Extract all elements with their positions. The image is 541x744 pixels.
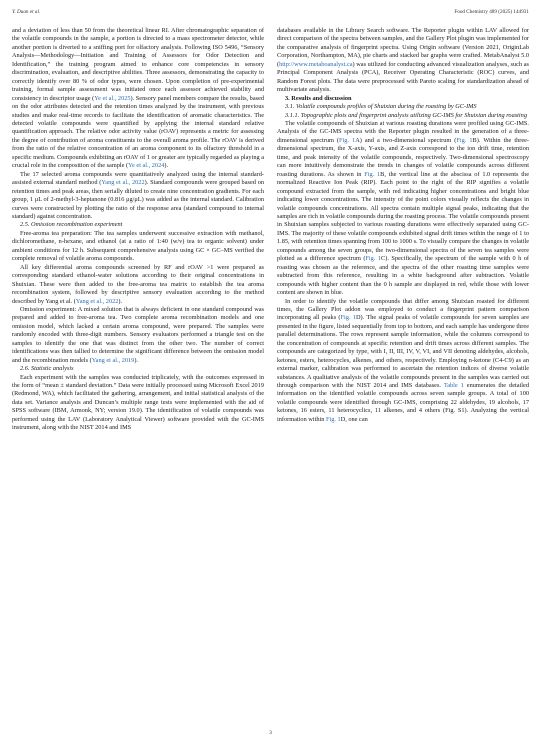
left-column: [12, 27, 264, 433]
section-heading: 2.6. Statistic analysis: [20, 365, 74, 373]
right-column: [277, 27, 529, 424]
page-number: 3: [269, 730, 272, 736]
section-heading: 2.5. Omission recombination experiment: [20, 221, 123, 229]
citation-link[interactable]: Yang et al., 2022: [75, 297, 119, 305]
paragraph: databases available in the Library Search software. The Reporter plugin within LAV allowed for direct comparison of the spectra between samples, and the Gallery Plot plugin was implemented for the comparative analysis of fingerprint spectra. Using Origin software (Version 2021, OriginLab Corporation, Northampton, MA), pie charts and stacked bar graphs were crafted. MetabAnalyst 5.0 (http://www.metaboanalyst.ca) was utilized for conducting advanced visualization analyses, such as Principal Component Analysis (PCA), Receiver Operating Characteristic (ROC) curves, and Random Forest plots. The data were preprocessed with Pareto scaling for standardization ahead of multivariate analysis.: [277, 27, 529, 94]
figure-link[interactable]: Fig. 1: [340, 314, 356, 322]
url-link[interactable]: http://www.metaboanalyst.ca: [279, 60, 353, 68]
paragraph: Omission experiment: A mixed solution that is always deficient in one standard compound was prepared and added to free-aroma tea. Two complete aroma recombination models and one omission model, which lacked a certain aroma compound, were prepared. The samples were randomly encoded with three-digit numbers. Sensory evaluators performed a triangle test on the samples to identify the one that was distinct from the other two. The number of correct identifications was then tallied to determine the significant difference between the omission model and the recombination models (Yang et al., 2019).: [12, 305, 264, 364]
paragraph: All key differential aroma compounds screened by RF and rOAV >1 were prepared as corresponding standard ethanol-water solutions according to their original concentrations in Shuixian. These were then added to the free-aroma tea matrix to establish the tea aroma recombination system, followed by descriptive sensory evaluation according to the method described by Yang et al. (Yang et al., 2022).: [12, 263, 264, 305]
table-link[interactable]: Table 1: [443, 382, 464, 390]
figure-link[interactable]: Fig. 1: [456, 136, 473, 144]
citation-link[interactable]: Yang et al., 2019: [91, 356, 135, 364]
figure-link[interactable]: Fig. 1: [364, 170, 381, 178]
citation-link[interactable]: Ye et al., 2025: [94, 94, 131, 102]
citation-link[interactable]: Yang et al., 2022: [101, 179, 145, 187]
subsection-heading: 3.1. Volatile compounds profiles of Shuixian during the roasting by GC-IMS: [285, 103, 477, 111]
subsubsection-heading: 3.1.1. Topographic plots and fingerprint analysis utilizing GC-IMS for Shuixian during roasting: [285, 111, 527, 119]
paragraph: The 17 selected aroma compounds were quantitatively analyzed using the internal standard-assisted external standard method (Yang et al., 2022). Standard compounds were grouped based on retention times and peak areas, then serially diluted to create nine concentration gradients. For each group, 1 μL of 2-methyl-3-heptanone (0.816 μg/μL) was added as the internal standard. Calibration curves were constructed by plotting the ratio of the response area (standard compound to internal standard) against concentration.: [12, 170, 264, 220]
header-journal: Food Chemistry 489 (2025) 144931: [454, 9, 529, 15]
figure-link[interactable]: Fig. 1: [325, 415, 341, 423]
figure-link[interactable]: Fig. 1: [365, 255, 382, 263]
figure-link[interactable]: Fig. 1: [339, 136, 356, 144]
paragraph: The volatile compounds of Shuixian at various roasting durations were profiled using GC-IMS. Analysis of the GC-IMS spectra with the Reporter plugin resulted in the generation of a three-dimensional spectrum (Fig. 1A) and a two-dimensional spectrum (Fig. 1B). Within the three-dimensional spectrum, the X-axis, Y-axis, and Z-axis correspond to the ion drift time, retention time, and peak intensity of the volatile compounds, respectively. Two-dimensional spectroscopy can more intuitively demonstrate the trends in changes of volatile compounds across different roasting durations. As shown in Fig. 1B, the vertical line at the abscissa of 1.0 represents the normalized Reactive Ion Peak (RIP). Each point to the right of the RIP signifies a volatile compound extracted from the sample, with red indicating higher concentrations and bright blue indicating lower concentrations. The intensity of the point colors visually reflects the changes in volatile compounds concentrations. All spectra contain multiple signal peaks, indicating that the samples are rich in volatile compounds during the roasting process. The volatile compounds present in Shuixian samples subjected to various roasting durations were effectively separated using GC-IMS. The majority of these volatile compounds exhibited signal drift times within the range of 1 to 1.85, with retention times spanning from 100 to 1000 s. To visually compare the changes in volatile compounds among the seven groups, the two-dimensional spectra of the seven tea samples were plotted as a difference spectrum (Fig. 1C). Specifically, the spectrum of the sample with 0 h of roasting was chosen as the reference, and the spectra of the other roasting time samples were subtracted from this reference, resulting in a white background after subtraction. Volatile compounds with higher content than the 0 h sample are displayed in red, while those with lower content are shown in blue.: [277, 119, 530, 297]
paragraph: In order to identify the volatile compounds that differ among Shuixian roasted for different times, the Gallery Plot addon was employed to conduct a fingerprint pattern comparison incorporating all peaks (Fig. 1D). The signal peaks of volatile compounds for seven samples are presented in the figure, listed sequentially from top to bottom, and each sample has undergone three parallel determinations. The rows represent sample information, while the columns correspond to the concentration of compounds at specific retention and drift times across different samples. The compounds are categorized by type, with I, II, III, IV, V, VI, and VII denoting aldehydes, alcohols, ketones, esters, heterocycles, alkenes, and others, respectively. Employing n-ketone (C4-C9) as an external marker, calibration was performed to ascertain the retention indices of diverse volatile substances. A qualitative analysis of the volatile compounds present in the samples was carried out through comparison with the NIST 2014 and IMS databases. Table 1 enumerates the detailed information on the identified volatile compounds across seven sample groups. A total of 100 volatile compounds were identified through GC-IMS, comprising 22 aldehydes, 19 alcohols, 17 ketones, 16 esters, 11 heterocyclics, 11 alkenes, and 4 others (Fig. S1). Analyzing the vertical information within Fig. 1D, one can: [277, 297, 529, 423]
header-authors: Y. Duan et al.: [12, 9, 41, 15]
citation-link[interactable]: Ye et al., 2024: [128, 162, 165, 170]
paragraph: Free-aroma tea preparation: The tea samples underwent successive extraction with methanol, dichloromethane, n-hexane, and ethanol (at a ratio of 1:40 (w/v) tea to organic solvent) under ambient conditions for 12 h. Subsequent comprehensive analysis using GC × GC–MS verified the complete removal of volatile aroma compounds.: [12, 229, 264, 263]
paragraph: and a deviation of less than 50 from the theoretical linear RI. After chromatographic separation of the volatile compounds in the sample, a portion is directed to a mass spectrometer detector, while another portion is diverted to a sniffing port for olfactory analysis. Following ISO 5496, “Sensory Analysis—Methodology—Initiation and Training of Assessors for Odor Detection and Identification,” the training program aimed to enhance core competencies in sensory discrimination, evaluation, and descriptive abilities. Three assessors, demonstrating the capacity to correctly identify over 80 % of odor types, were chosen. Upon completion of pre-experimental training, formal sample assessment was initiated once each assessor achieved stability and consistency in descriptor usage (Ye et al., 2025). Sensory panel members compare the results, based on the odor attributes detected and the retention times analyzed by the instrument, with previous studies and make real-time records to facilitate the identification of aromatic characteristics. The detected volatile compounds were quantified by applying the internal standard relative quantification approach. The relative odor activity value (rOAV) represents a metric for assessing the degree of contribution of aroma constituents to the overall aroma profile. The rOAV is derived from the ratio of the relative concentration of an aroma component to its olfactory threshold in a specific medium. Compounds exhibiting an rOAV of 1 or greater are typically regarded as playing a crucial role in the composition of the sample (Ye et al., 2024).: [12, 27, 265, 170]
paragraph: Each experiment with the samples was conducted triplicately, with the outcomes expressed in the form of “mean ± standard deviation.” Data were initially processed using Microsoft Excel 2019 (Redmond, WA), which facilitated the gathering, arrangement, and initial statistical analysis of the data set. Variance analysis and Duncan’s multiple range tests were implemented with the aid of SPSS software (IBM, Armonk, NY; version 19.0). The identification of volatile compounds was performed using the LAV (Laboratory Analytical Viewer) software provided with the GC-IMS instrument, along with the NIST 2014 and IMS: [12, 373, 264, 432]
section-heading: 3. Results and discussion: [285, 94, 352, 102]
running-header: [12, 9, 529, 19]
